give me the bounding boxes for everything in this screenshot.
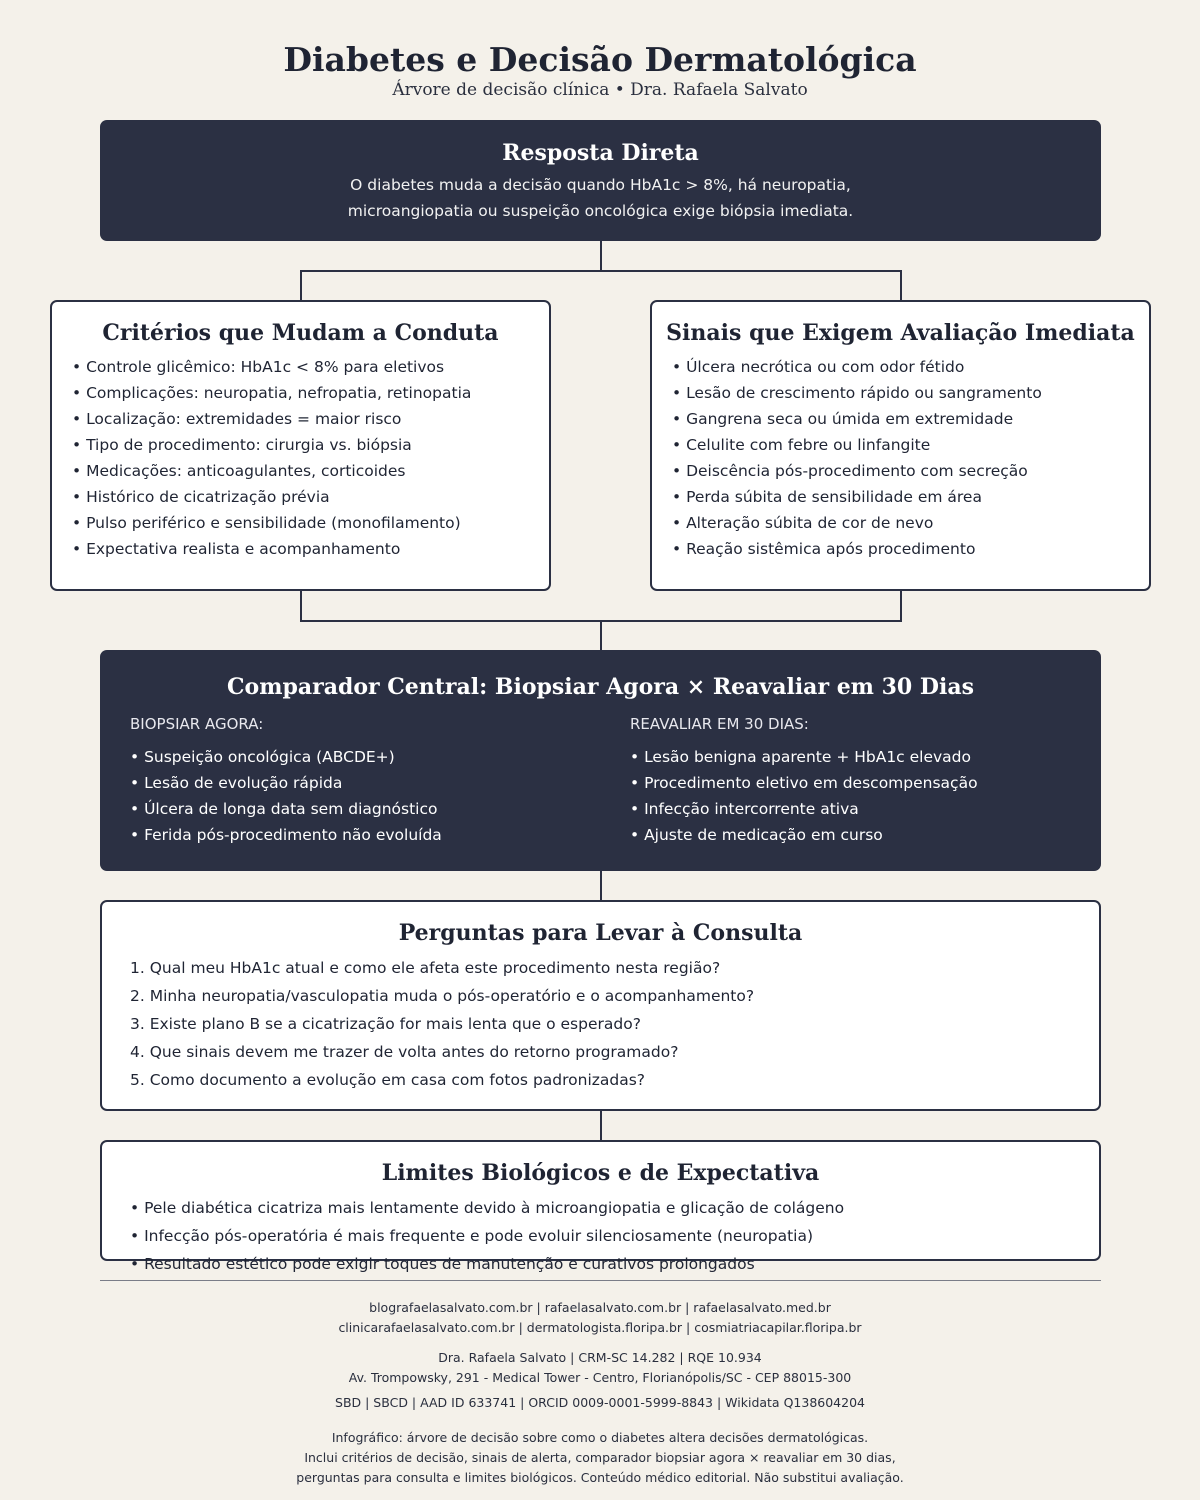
footer-sites (0, 1298, 1200, 1338)
list-item: • Lesão de crescimento rápido ou sangramento (672, 384, 1042, 402)
footer-description-line: perguntas para consulta e limites biológicos. Conteúdo médico editorial. Não substitui avaliação. (296, 1470, 904, 1485)
list-item: • Pele diabética cicatriza mais lentamente devido à microangiopatia e glicação de colágeno (130, 1199, 845, 1217)
biopsy-now-column (130, 714, 590, 848)
list-item: • Resultado estético pode exigir toques de manutenção e curativos prolongados (130, 1255, 755, 1273)
list-item: • Medicações: anticoagulantes, corticoides (72, 462, 406, 480)
list-item: 1. Qual meu HbA1c atual e como ele afeta este procedimento nesta região? (130, 959, 721, 977)
criteria-title: Critérios que Mudam a Conduta (102, 320, 499, 346)
reassess-heading: REAVALIAR EM 30 DIAS: (630, 715, 809, 733)
footer-address-line: Av. Trompowsky, 291 - Medical Tower - Centro, Florianópolis/SC - CEP 88015-300 (348, 1370, 852, 1385)
list-item: • Tipo de procedimento: cirurgia vs. biópsia (72, 436, 412, 454)
list-item: 4. Que sinais devem me trazer de volta antes do retorno programado? (130, 1043, 679, 1061)
list-item: • Suspeição oncológica (ABCDE+) (130, 748, 395, 766)
direct-answer-text: microangiopatia ou suspeição oncológica exige biópsia imediata. (347, 202, 854, 220)
list-item: • Complicações: neuropatia, nefropatia, retinopatia (72, 384, 472, 402)
page-title: Diabetes e Decisão Dermatológica (283, 40, 917, 79)
connector-line (300, 270, 302, 300)
list-item: • Deiscência pós-procedimento com secreção (672, 462, 1028, 480)
list-item: 2. Minha neuropatia/vasculopatia muda o pós-operatório e o acompanhamento? (130, 987, 755, 1005)
list-item: • Úlcera necrótica ou com odor fétido (672, 358, 965, 376)
signals-list (672, 354, 1149, 562)
questions-list (130, 954, 1099, 1094)
list-item: • Perda súbita de sensibilidade em área (672, 488, 982, 506)
direct-answer-box (100, 120, 1101, 241)
list-item: • Lesão de evolução rápida (130, 774, 343, 792)
list-item: • Pulso periférico e sensibilidade (monofilamento) (72, 514, 461, 532)
footer-description-line: Inclui critérios de decisão, sinais de alerta, comparador biopsiar agora × reavaliar em 30 dias, (304, 1450, 896, 1465)
footer-ids-line: SBD | SBCD | AAD ID 633741 | ORCID 0009-0001-5999-8843 | Wikidata Q138604204 (335, 1395, 865, 1410)
connector-line (600, 620, 602, 650)
list-item: • Localização: extremidades = maior risco (72, 410, 402, 428)
footer-description (0, 1428, 1200, 1488)
footer-ids (0, 1393, 1200, 1413)
connector-line (300, 591, 302, 621)
signals-title: Sinais que Exigem Avaliação Imediata (666, 320, 1135, 346)
direct-answer-title: Resposta Direta (502, 140, 699, 166)
comparator-title: Comparador Central: Biopsiar Agora × Reavaliar em 30 Dias (227, 674, 974, 700)
connector-line (300, 270, 902, 272)
footer-credentials (0, 1348, 1200, 1388)
list-item: • Procedimento eletivo em descompensação (630, 774, 978, 792)
list-item: • Infecção pós-operatória é mais frequente e pode evoluir silenciosamente (neuropatia) (130, 1227, 813, 1245)
footer-divider (100, 1280, 1101, 1281)
criteria-box (50, 300, 551, 591)
list-item: • Lesão benigna aparente + HbA1c elevado (630, 748, 972, 766)
comparator-box (100, 650, 1101, 871)
list-item: • Gangrena seca ou úmida em extremidade (672, 410, 1014, 428)
list-item: • Alteração súbita de cor de nevo (672, 514, 934, 532)
list-item: 3. Existe plano B se a cicatrização for mais lenta que o esperado? (130, 1015, 641, 1033)
connector-line (600, 1111, 602, 1140)
list-item: • Ajuste de medicação em curso (630, 826, 883, 844)
criteria-list (72, 354, 549, 562)
list-item: • Úlcera de longa data sem diagnóstico (130, 800, 438, 818)
footer-sites-line: clinicarafaelasalvato.com.br | dermatologista.floripa.br | cosmiatriacapilar.floripa.br (338, 1320, 862, 1335)
questions-title: Perguntas para Levar à Consulta (398, 920, 803, 946)
direct-answer-text: O diabetes muda a decisão quando HbA1c > 8%, há neuropatia, (350, 176, 851, 194)
limits-list (130, 1194, 1099, 1278)
list-item: 5. Como documento a evolução em casa com fotos padronizadas? (130, 1071, 646, 1089)
page-subtitle: Árvore de decisão clínica • Dra. Rafaela Salvato (392, 80, 808, 100)
connector-line (600, 241, 602, 271)
connector-line (600, 871, 602, 900)
questions-box (100, 900, 1101, 1111)
reassess-column (630, 714, 1090, 848)
footer-sites-line: blografaelasalvato.com.br | rafaelasalvato.com.br | rafaelasalvato.med.br (369, 1300, 831, 1315)
limits-box (100, 1140, 1101, 1273)
list-item: • Histórico de cicatrização prévia (72, 488, 330, 506)
connector-line (900, 270, 902, 300)
list-item: • Infecção intercorrente ativa (630, 800, 859, 818)
list-item: • Reação sistêmica após procedimento (672, 540, 976, 558)
list-item: • Celulite com febre ou linfangite (672, 436, 931, 454)
signals-box (650, 300, 1151, 591)
list-item: • Expectativa realista e acompanhamento (72, 540, 401, 558)
footer-description-line: Infográfico: árvore de decisão sobre como o diabetes altera decisões dermatológicas. (331, 1430, 869, 1445)
footer-credentials-line: Dra. Rafaela Salvato | CRM-SC 14.282 | RQE 10.934 (438, 1350, 762, 1365)
list-item: • Ferida pós-procedimento não evoluída (130, 826, 442, 844)
biopsy-now-heading: BIOPSIAR AGORA: (130, 715, 264, 733)
list-item: • Controle glicêmico: HbA1c < 8% para eletivos (72, 358, 445, 376)
connector-line (900, 591, 902, 621)
limits-title: Limites Biológicos e de Expectativa (381, 1160, 820, 1186)
